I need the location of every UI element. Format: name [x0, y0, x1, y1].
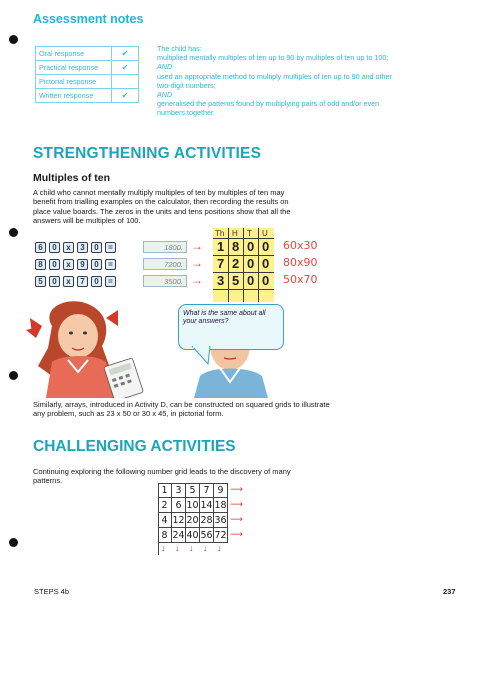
calc-key: 0 [49, 276, 60, 287]
right-arrow-icon: ⟶ [230, 514, 243, 524]
grid-cell: 1 [158, 483, 172, 498]
right-arrow-icon: → [191, 239, 203, 253]
calculator-keys-row [35, 241, 116, 254]
grid-border [158, 483, 228, 484]
grid-cell: 4 [158, 513, 172, 528]
board-header: U [262, 229, 268, 238]
calculator-keys-row [35, 258, 116, 271]
calculator-display: 7200. [143, 258, 187, 270]
table-row [36, 89, 139, 103]
criteria-2: used an appropriate method to multiply multiples of ten up to 90 and other two-digit numbers; [157, 71, 392, 90]
binder-hole-lower [9, 371, 18, 380]
calc-key: x [63, 259, 74, 270]
criteria-1: multiplied mentally multiples of ten up to 90 by multiples of ten up to 100; [157, 53, 389, 63]
number-grid [158, 483, 278, 563]
board-digit: 1 [217, 239, 225, 254]
challenging-heading: CHALLENGING ACTIVITIES [33, 438, 236, 455]
board-header: Th [215, 229, 225, 238]
board-rule [213, 255, 274, 256]
calc-key: = [105, 276, 116, 287]
calc-key: 3 [77, 242, 88, 253]
speech-bubble-tail [190, 346, 214, 366]
board-digit: 5 [232, 273, 240, 288]
calc-key: 0 [91, 276, 102, 287]
board-digit: 8 [232, 239, 240, 254]
response-label: Practical response [36, 61, 112, 75]
calc-key: 5 [35, 276, 46, 287]
binder-hole-bottom [9, 538, 18, 547]
grid-cell: 14 [200, 500, 213, 511]
challenging-paragraph: Continuing exploring the following number grid leads to the discovery of many patterns. [33, 467, 291, 486]
board-header: H [232, 229, 238, 238]
grid-cell: 18 [214, 500, 227, 511]
board-digit: 3 [217, 273, 225, 288]
board-divider [243, 228, 244, 302]
calc-key: 7 [77, 276, 88, 287]
assessment-criteria [157, 44, 407, 118]
check-cell [112, 75, 139, 89]
footer-series: STEPS 4b [34, 587, 70, 596]
place-value-board [213, 228, 274, 302]
grid-cell: 10 [186, 500, 199, 511]
assessment-table [35, 46, 139, 103]
grid-cell: 36 [214, 515, 227, 526]
calc-key: 9 [77, 259, 88, 270]
board-digit: 0 [262, 273, 270, 288]
criteria-3: generalised the patterns found by multiplying pairs of odd and/or even numbers together. [157, 99, 380, 118]
criteria-and: AND [157, 90, 173, 100]
grid-cell: 6 [172, 498, 186, 513]
calc-key: = [105, 259, 116, 270]
binder-hole-middle [9, 228, 18, 237]
grid-cell: 3 [172, 483, 186, 498]
grid-cell: 40 [186, 530, 199, 541]
board-divider [258, 228, 259, 302]
grid-cell: 56 [200, 530, 213, 541]
calc-key: 0 [49, 242, 60, 253]
grid-cell: 24 [172, 530, 185, 541]
grid-cell: 12 [172, 515, 185, 526]
grid-cell: 7 [200, 483, 214, 498]
calc-key: 0 [49, 259, 60, 270]
calc-key: 0 [91, 242, 102, 253]
criteria-and: AND [157, 62, 173, 72]
response-label: Oral response [36, 47, 112, 61]
board-digit: 0 [247, 256, 255, 271]
right-arrow-icon: → [191, 273, 203, 287]
multiplication-expression: 60x30 [283, 239, 318, 252]
calc-key: 0 [91, 259, 102, 270]
board-digit: 7 [217, 256, 225, 271]
down-arrow-icon: ↓ [175, 543, 180, 553]
response-label: Written response [36, 89, 112, 103]
arrays-paragraph: Similarly, arrays, introduced in Activity D, can be constructed on squared grids to illustrate any problem, such as 23 x 50 or 30 x 45, in pictorial form. [33, 400, 330, 419]
table-row [36, 75, 139, 89]
multiples-subheading: Multiples of ten [33, 172, 110, 184]
down-arrow-icon: ↓ [203, 543, 208, 553]
right-arrow-icon: ⟶ [230, 499, 243, 509]
board-digit: 0 [262, 256, 270, 271]
multiplication-expression: 50x70 [283, 273, 318, 286]
board-rule [213, 238, 274, 239]
board-divider [228, 228, 229, 302]
strengthening-heading: STRENGTHENING ACTIVITIES [33, 145, 262, 162]
grid-cell: 28 [200, 515, 213, 526]
page-number: 237 [443, 587, 456, 596]
grid-border [158, 483, 159, 555]
calc-key: 8 [35, 259, 46, 270]
grid-cell: 2 [158, 498, 172, 513]
check-icon: ✔ [112, 61, 139, 75]
calc-key: x [63, 242, 74, 253]
grid-cell: 9 [214, 483, 228, 498]
calc-key: 6 [35, 242, 46, 253]
down-arrow-icon: ↓ [189, 543, 194, 553]
binder-hole-top [9, 35, 18, 44]
table-row [36, 61, 139, 75]
right-arrow-icon: ⟶ [230, 484, 243, 494]
multiples-paragraph: A child who cannot mentally multiply multiples of ten by multiples of ten may benefit from trialling examples on the calculator, then recording the results on place value boards. The zeros in the units and tens positions show that all the answers will be multiples of 100. [33, 188, 291, 226]
grid-cell: 5 [186, 483, 200, 498]
down-arrow-icon: ↓ [217, 543, 222, 553]
board-rule [213, 289, 274, 290]
calculator-display: 1800. [143, 241, 187, 253]
table-row [36, 47, 139, 61]
calc-key: x [63, 276, 74, 287]
criteria-intro: The child has: [157, 44, 202, 53]
right-arrow-icon: → [191, 256, 203, 270]
board-digit: 2 [232, 256, 240, 271]
board-digit: 0 [247, 239, 255, 254]
speech-bubble-text: What is the same about all your answers? [183, 310, 266, 326]
check-icon: ✔ [112, 89, 139, 103]
board-header: T [247, 229, 252, 238]
response-label: Pictorial response [36, 75, 112, 89]
down-arrow-icon: ↓ [161, 543, 166, 553]
grid-cell: 72 [214, 530, 227, 541]
multiplication-expression: 80x90 [283, 256, 318, 269]
board-rule [213, 272, 274, 273]
calculator-display: 3500. [143, 275, 187, 287]
grid-cell: 8 [158, 528, 172, 543]
calc-key: = [105, 242, 116, 253]
calculator-keys-row [35, 275, 116, 288]
board-digit: 0 [247, 273, 255, 288]
grid-cell: 20 [186, 515, 199, 526]
right-arrow-icon: ⟶ [230, 529, 243, 539]
check-icon: ✔ [112, 47, 139, 61]
assessment-notes-title: Assessment notes [33, 12, 144, 26]
board-digit: 0 [262, 239, 270, 254]
